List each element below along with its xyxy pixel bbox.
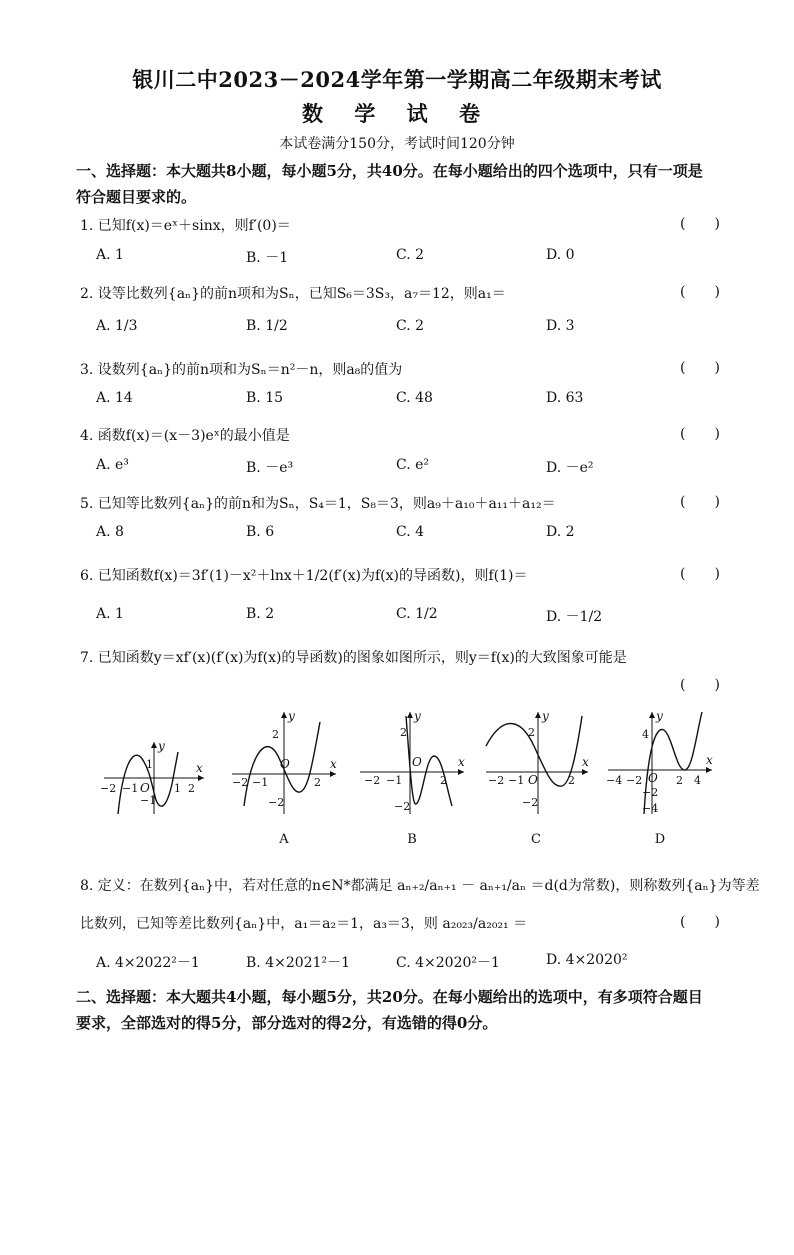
svg-text:−4: −4 (606, 774, 623, 787)
option-b: B. －e³ (246, 460, 294, 476)
option-b: B. －1 (246, 250, 289, 266)
options-3 (96, 390, 716, 418)
answer-paren-8: ( ) (680, 914, 720, 930)
question-5: 5. 已知等比数列{aₙ}的前n和为Sₙ，S₄＝1，S₈＝3，则a₉＋a₁₀＋a₁₁＋a₁₂＝ (80, 496, 556, 512)
answer-paren-6: ( ) (680, 566, 720, 582)
option-d: D. －1/2 (546, 609, 603, 625)
figure-given-graph (100, 706, 208, 818)
answer-paren-1: ( ) (680, 216, 720, 232)
svg-text:−1: −1 (122, 782, 139, 795)
option-d: D. 63 (546, 390, 584, 406)
svg-text:y: y (542, 709, 549, 723)
svg-text:2: 2 (568, 774, 575, 787)
svg-text:−1: −1 (386, 774, 403, 787)
option-d: D. 2 (546, 524, 575, 540)
svg-text:O: O (528, 773, 538, 787)
svg-text:y: y (656, 709, 663, 723)
option-d: D. 0 (546, 247, 575, 263)
svg-text:x: x (582, 755, 589, 769)
svg-text:−2: −2 (232, 776, 249, 789)
svg-text:1: 1 (174, 782, 181, 795)
question-8-line1: 8. 定义：在数列{aₙ}中，若对任意的n∈N*都满足 aₙ₊₂/aₙ₊₁ － aₙ₊₁/aₙ ＝d(d为常数)，则称数列{aₙ}为等差 (80, 878, 760, 894)
option-a: A. 14 (96, 390, 133, 406)
svg-text:−1: −1 (140, 794, 157, 807)
figure-option-d (604, 706, 716, 818)
options-1 (96, 247, 716, 275)
svg-text:O: O (412, 755, 422, 769)
options-2 (96, 318, 716, 346)
svg-text:−2: −2 (626, 774, 643, 787)
svg-text:y: y (414, 709, 421, 723)
options-4 (96, 457, 716, 485)
figure-label-c: C (531, 832, 541, 847)
question-2: 2. 设等比数列{aₙ}的前n项和为Sₙ，已知S₆＝3S₃，a₇＝12，则a₁＝ (80, 286, 506, 302)
option-a: A. 1 (96, 606, 124, 622)
svg-text:x: x (458, 755, 465, 769)
figure-label-a: A (279, 832, 289, 847)
svg-text:y: y (288, 709, 295, 723)
svg-text:x: x (196, 761, 203, 775)
svg-text:2: 2 (188, 782, 195, 795)
exam-title: 银川二中2023－2024学年第一学期高二年级期末考试 (132, 67, 662, 92)
option-c: C. 2 (396, 318, 425, 334)
svg-text:2: 2 (272, 728, 279, 741)
option-d: D. －e² (546, 460, 594, 476)
question-8-line2: 比数列，已知等差比数列{aₙ}中，a₁＝a₂＝1，a₃＝3，则 a₂₀₂₃/a₂₀₂₁ ＝ (80, 916, 528, 932)
svg-text:x: x (330, 757, 337, 771)
svg-text:−2: −2 (522, 796, 539, 809)
svg-text:−1: −1 (252, 776, 269, 789)
option-a: A. 4×2022²－1 (96, 955, 200, 971)
question-1: 1. 已知f(x)＝eˣ＋sinx，则f′(0)＝ (80, 218, 291, 234)
exam-subtitle: 数 学 试 卷 (302, 101, 492, 126)
answer-paren-7: ( ) (680, 677, 720, 693)
answer-paren-4: ( ) (680, 426, 720, 442)
section2-instructions: 二、选择题：本大题共4小题，每小题5分，共20分。在每小题给出的选项中，有多项符合题目 要求，全部选对的得5分，部分选对的得2分，有选错的得0分。 (76, 988, 703, 1032)
option-b: B. 4×2021²－1 (246, 955, 350, 971)
option-a: A. e³ (96, 457, 129, 473)
section1-instructions: 一、选择题：本大题共8小题，每小题5分，共40分。在每小题给出的四个选项中，只有一项是 符合题目要求的。 (76, 162, 703, 206)
svg-text:−2: −2 (488, 774, 505, 787)
option-c: C. 4×2020²－1 (396, 955, 500, 971)
exam-info: 本试卷满分150分，考试时间120分钟 (279, 136, 515, 152)
svg-text:O: O (280, 757, 290, 771)
option-d: D. 4×2020² (546, 952, 628, 968)
svg-text:2: 2 (440, 774, 447, 787)
answer-paren-3: ( ) (680, 360, 720, 376)
option-b: B. 15 (246, 390, 284, 406)
svg-text:O: O (648, 771, 658, 785)
svg-text:−2: −2 (364, 774, 381, 787)
svg-text:2: 2 (314, 776, 321, 789)
option-a: A. 1/3 (96, 318, 138, 334)
option-c: C. e² (396, 457, 430, 473)
svg-text:2: 2 (528, 726, 535, 739)
svg-text:O: O (140, 781, 150, 795)
svg-text:4: 4 (694, 774, 701, 787)
svg-text:2: 2 (400, 726, 407, 739)
svg-text:−2: −2 (642, 786, 659, 799)
option-b: B. 2 (246, 606, 275, 622)
option-c: C. 48 (396, 390, 433, 406)
question-6: 6. 已知函数f(x)＝3f′(1)－x²＋lnx＋1/2(f′(x)为f(x)的导函数)，则f(1)＝ (80, 568, 528, 584)
svg-text:−2: −2 (268, 796, 285, 809)
figure-option-a (228, 706, 340, 818)
svg-text:y: y (158, 739, 165, 753)
option-a: A. 1 (96, 247, 124, 263)
svg-text:−2: −2 (100, 782, 117, 795)
svg-text:−1: −1 (508, 774, 525, 787)
option-d: D. 3 (546, 318, 575, 334)
svg-text:x: x (706, 753, 713, 767)
question-4: 4. 函数f(x)＝(x－3)eˣ的最小值是 (80, 428, 290, 444)
svg-text:4: 4 (642, 728, 649, 741)
option-a: A. 8 (96, 524, 124, 540)
option-c: C. 2 (396, 247, 425, 263)
option-c: C. 1/2 (396, 606, 438, 622)
option-c: C. 4 (396, 524, 425, 540)
option-b: B. 6 (246, 524, 275, 540)
answer-paren-2: ( ) (680, 284, 720, 300)
figure-option-b (356, 706, 468, 818)
question-3: 3. 设数列{aₙ}的前n项和为Sₙ＝n²－n，则a₈的值为 (80, 362, 403, 378)
option-b: B. 1/2 (246, 318, 288, 334)
svg-text:−2: −2 (394, 800, 411, 813)
options-6 (96, 606, 716, 634)
svg-text:−4: −4 (642, 802, 659, 815)
figure-option-c (482, 706, 592, 818)
answer-paren-5: ( ) (680, 494, 720, 510)
question-7: 7. 已知函数y＝xf′(x)(f′(x)为f(x)的导函数)的图象如图所示，则y＝f(x)的大致图象可能是 (80, 650, 627, 666)
svg-text:1: 1 (146, 758, 153, 771)
figure-label-b: B (407, 832, 417, 847)
options-8 (96, 952, 716, 980)
figure-label-d: D (654, 832, 666, 847)
svg-text:2: 2 (676, 774, 683, 787)
options-5 (96, 524, 716, 552)
